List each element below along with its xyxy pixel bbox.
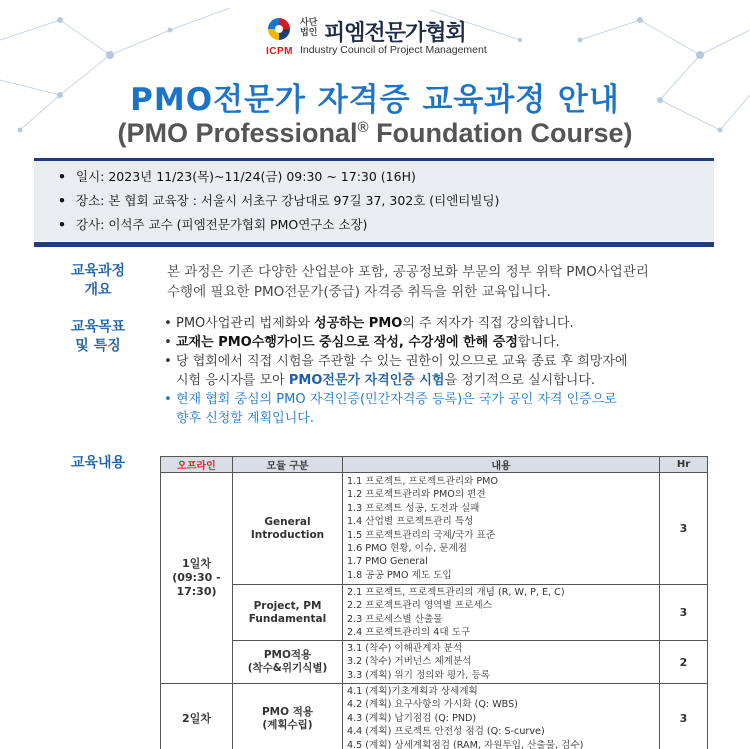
goal3-line2-b: PMO전문가 자격인증 시험	[288, 373, 445, 388]
overview-label	[48, 262, 148, 300]
goal-item-4-cont	[160, 409, 720, 428]
info-list	[58, 165, 499, 237]
content-item: 2.2 프로젝트관리 영역별 프로세스	[347, 600, 492, 612]
subtitle-part2: Foundation Course)	[368, 118, 633, 148]
col-offline: 오프라인	[161, 457, 233, 473]
content-item: 4.4 (계획) 프로젝트 안전성 점검 (Q: S-curve)	[347, 726, 545, 738]
goal4-line2: 향후 신청할 계획입니다.	[176, 411, 314, 426]
header-banner	[0, 0, 750, 160]
bullet-icon: •	[164, 354, 172, 369]
content-cell	[343, 684, 660, 749]
goal-item-1	[160, 314, 720, 333]
content-item: 1.4 산업별 프로젝트관리 특성	[347, 516, 474, 528]
module-cell: General Introduction	[233, 473, 343, 585]
goal-item-3	[160, 352, 720, 371]
goal2-text-b: 합니다.	[517, 335, 560, 350]
content-cell	[343, 473, 660, 585]
table-row	[161, 684, 708, 749]
content-item: 1.2 프로젝트관리와 PMO의 편견	[347, 489, 486, 501]
module-cell: PMO 적용 (계획수립)	[233, 684, 343, 749]
goal1-text-c: 의 주 저자가 직접 강의합니다.	[402, 316, 574, 331]
goal3-line2-a: 시험 응시자를 모아	[176, 373, 289, 388]
hr-cell: 3	[660, 473, 708, 585]
course-table	[160, 456, 708, 749]
table-header-row	[161, 457, 708, 473]
content-item: 4.3 (계획) 납기점검 (Q: PND)	[347, 712, 477, 724]
registered-mark: ®	[357, 119, 369, 136]
content-item: 2.4 프로젝트관리의 4대 도구	[347, 626, 471, 638]
col-content: 내용	[343, 457, 660, 473]
content-item: 1.1 프로젝트, 프로젝트관리와 PMO	[347, 475, 499, 487]
goal2-text-a: 교재는 PMO수행가이드 중심으로 작성, 수강생에 한해 증정	[176, 335, 518, 350]
table-row	[161, 641, 708, 684]
goal1-text-b: 성공하는 PMO	[314, 316, 403, 331]
page-title: PMO전문가 자격증 교육과정 안내	[130, 82, 620, 118]
table-row	[161, 585, 708, 641]
col-module: 모듈 구분	[233, 457, 343, 473]
content-item: 4.1 (계획)기초계획과 상세계획	[347, 685, 478, 697]
bullet-icon: •	[58, 217, 66, 232]
bullet-icon: •	[164, 316, 172, 331]
bullet-icon: •	[164, 335, 172, 350]
overview-line1: 본 과정은 기존 다양한 산업분야 포함, 공공정보화 부문의 정부 위탁 PMO사업관리	[167, 264, 649, 280]
org-logo	[266, 16, 506, 60]
day2-cell: 2일차	[161, 684, 233, 749]
hr-cell: 2	[660, 641, 708, 684]
bullet-icon: •	[58, 193, 66, 208]
org-name-en: Industry Council of Project Management	[300, 44, 487, 56]
info-instructor-text: 강사: 이석주 교수 (피엠전문가협회 PMO연구소 소장)	[76, 217, 368, 232]
content-cell	[343, 585, 660, 641]
goals-list	[160, 314, 720, 428]
content-item: 3.1 (착수) 이해관계자 분석	[347, 642, 463, 654]
col-hr: Hr	[660, 457, 708, 473]
bullet-icon: •	[58, 169, 66, 184]
goal-item-3-cont	[160, 371, 720, 390]
icpm-logo-icon	[266, 16, 292, 42]
info-place-text: 장소: 본 협회 교육장 : 서울시 서초구 강남대로 97길 37, 302호 (티엔티빌딩)	[76, 193, 500, 208]
overview-label-line1: 교육과정	[70, 263, 126, 279]
bullet-icon: •	[164, 392, 172, 407]
content-item: 4.5 (계획) 상세계획점검 (RAM, 자원투입, 산출물, 검수)	[347, 739, 584, 749]
goal-item-2	[160, 333, 720, 352]
info-place	[58, 189, 499, 213]
module-cell: Project, PM Fundamental	[233, 585, 343, 641]
overview-label-line2: 개요	[84, 282, 112, 298]
goal3-line2-c: 을 정기적으로 실시합니다.	[444, 373, 596, 388]
info-instructor	[58, 213, 499, 237]
goal4-line1: 현재 협회 중심의 PMO 자격인증(민간자격증 등록)은 국가 공인 자격 인증으로	[176, 392, 617, 407]
info-date	[58, 165, 499, 189]
logo-abbr: ICPM	[266, 46, 293, 57]
goals-label	[48, 318, 148, 356]
content-cell	[343, 641, 660, 684]
goal1-text-a: PMO사업관리 법제화와	[176, 316, 315, 331]
goal3-line1: 당 협회에서 직접 시험을 주관할 수 있는 권한이 있으므로 교육 종료 후 희망자에	[176, 354, 628, 369]
content-item: 1.5 프로젝트관리의 국제/국가 표준	[347, 529, 496, 541]
overview-text	[167, 262, 707, 302]
org-name-ko: 피엠전문가협회	[324, 21, 466, 46]
info-date-text: 일시: 2023년 11/23(목)~11/24(금) 09:30 ~ 17:30 (16H)	[76, 169, 416, 184]
content-item: 1.6 PMO 현황, 이슈, 문제점	[347, 542, 468, 554]
goals-label-line2: 및 특징	[75, 338, 121, 354]
content-item: 4.2 (계획) 요구사항의 가시화 (Q: WBS)	[347, 699, 518, 711]
overview-line2: 수행에 필요한 PMO전문가(중급) 자격증 취득을 위한 교육입니다.	[167, 284, 551, 300]
content-item: 3.3 (계획) 위기 정의와 평가, 등록	[347, 669, 490, 681]
hr-cell: 3	[660, 684, 708, 749]
subtitle-part1: (PMO Professional	[117, 118, 358, 148]
content-item: 1.7 PMO General	[347, 556, 428, 568]
day1-cell: 1일차 (09:30 - 17:30)	[161, 473, 233, 684]
logo-corp-label: 사단 법인	[300, 18, 318, 38]
goals-label-line1: 교육목표	[70, 319, 126, 335]
content-item: 1.8 공공 PMO 제도 도입	[347, 569, 452, 581]
info-bottom-bar	[34, 242, 714, 247]
module-cell: PMO적용 (착수&위기식별)	[233, 641, 343, 684]
info-box	[34, 161, 714, 241]
content-item: 2.1 프로젝트, 프로젝트관리의 개념 (R, W, P, E, C)	[347, 586, 565, 598]
content-label: 교육내용	[70, 455, 126, 471]
content-item: 3.2 (착수) 거버넌스 체계분석	[347, 656, 472, 668]
content-item: 2.3 프로세스별 산출물	[347, 613, 443, 625]
page-subtitle	[0, 118, 750, 149]
hr-cell: 3	[660, 585, 708, 641]
goal-item-4	[160, 390, 720, 409]
content-item: 1.3 프로젝트 성공, 도전과 실패	[347, 502, 480, 514]
table-row	[161, 473, 708, 585]
